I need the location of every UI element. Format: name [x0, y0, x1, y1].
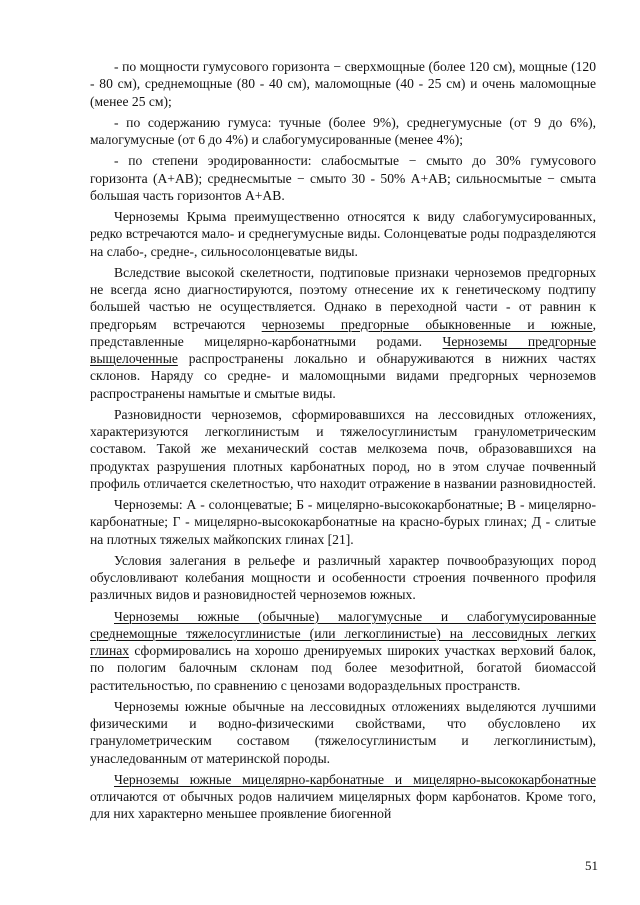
page-number: 51 [585, 858, 598, 873]
paragraph [90, 114, 596, 149]
text-run: сформировались на хорошо дренируемых широких участках верховий балок, по пологим балочным склонам под более мезофитной, богатой биомассой растительностью, по сравнению с ценозами водораздельных пространств. [90, 643, 596, 693]
paragraph [90, 552, 596, 604]
paragraph [90, 608, 596, 694]
text-run: Черноземы Крыма преимущественно относятся к виду слабогумусированных, редко встречаются мало- и среднегумусные виды. Солонцеватые роды подразделяются на слабо-, средне-, сильносолонцеватые виды. [90, 209, 596, 259]
paragraph [90, 406, 596, 492]
text-run: Условия залегания в рельефе и различный характер почвообразующих пород обусловливают колебания мощности и особенности строения почвенного профиля различных видов и разновидностей черноземов южных. [90, 552, 596, 603]
paragraph [90, 771, 596, 823]
text-run: Черноземы южные обычные на лессовидных отложениях выделяются лучшими физическими и водно-физическими свойствами, что обусловлено их гранулометрическим составом (тяжелосуглинистым и легкоглинистым), унаследованным от материнской породы. [90, 698, 596, 766]
underlined-term: Черноземы предгорные выщелоченные [90, 333, 597, 366]
paragraph [90, 58, 596, 110]
underlined-term: Черноземы южные (обычные) малогумусные и слабогумусированные среднемощные тяжелосуглинистые (или легкоглинистые) на лессовидных легких глинах [90, 608, 596, 658]
text-run: - по мощности гумусового горизонта − сверхмощные (более 120 см), мощные (120 - 80 см), среднемощные (80 - 40 см), маломощные (40 - 25 см) и очень маломощные (менее 25 см); [90, 59, 596, 109]
text-run: Вследствие высокой скелетности, подтиповые признаки черноземов предгорных не всегда ясно диагностируются, поэтому отнесение их к генетическому подтипу большей частью не осуществляется. Однако в переходной части - от равнин к предгорьям встречаются [90, 264, 596, 332]
underlined-term: черноземы предгорные обыкновенные и южные [261, 316, 593, 332]
paragraph [90, 264, 596, 402]
paragraph [90, 496, 596, 548]
text-run: - по содержанию гумуса: тучные (более 9%), среднегумусные (от 9 до 6%), малогумусные (от 6 до 4%) и слабогумусированные (менее 4%); [90, 114, 596, 147]
text-run: отличаются от обычных родов наличием мицелярных форм карбонатов. Кроме того, для них характерно меньшее проявление биогенной [90, 789, 596, 822]
text-run: , представленные мицелярно-карбонатными родами. [90, 316, 597, 349]
text-run: распространены локально и обнаруживаются в нижних частях склонов. Наряду со средне- и маломощными видами предгорных черноземов распространены намытые и смытые виды. [90, 351, 596, 401]
paragraph [90, 208, 596, 260]
text-body [90, 58, 596, 823]
text-run: Разновидности черноземов, сформировавшихся на лессовидных отложениях, характеризуются легкоглинистым и тяжелосуглинистым гранулометрическим составом. Такой же механический состав мелкозема почв, образовавшихся на продуктах разрушения плотных карбонатных пород, но в этом случае почвенный профиль отличается скелетностью, что находит отражение в названии разновидностей. [90, 406, 596, 491]
text-run: Черноземы: А - солонцеватые; Б - мицелярно-высококарбонатные; В - мицелярно-карбонатные; Г - мицелярно-высококарбонатные на красно-бурых глинах; Д - слитые на плотных тяжелых майкопских глинах [21]. [90, 497, 596, 547]
text-run: - по степени эродированности: слабосмытые − смыто до 30% гумусового горизонта (А+АВ); среднесмытые − смыто 30 - 50% А+АВ; сильносмытые − смыта большая часть горизонтов А+АВ. [90, 153, 596, 203]
underlined-term: Черноземы южные мицелярно-карбонатные и мицелярно-высококарбонатные [114, 771, 596, 787]
paragraph [90, 698, 596, 767]
paragraph [90, 152, 596, 204]
